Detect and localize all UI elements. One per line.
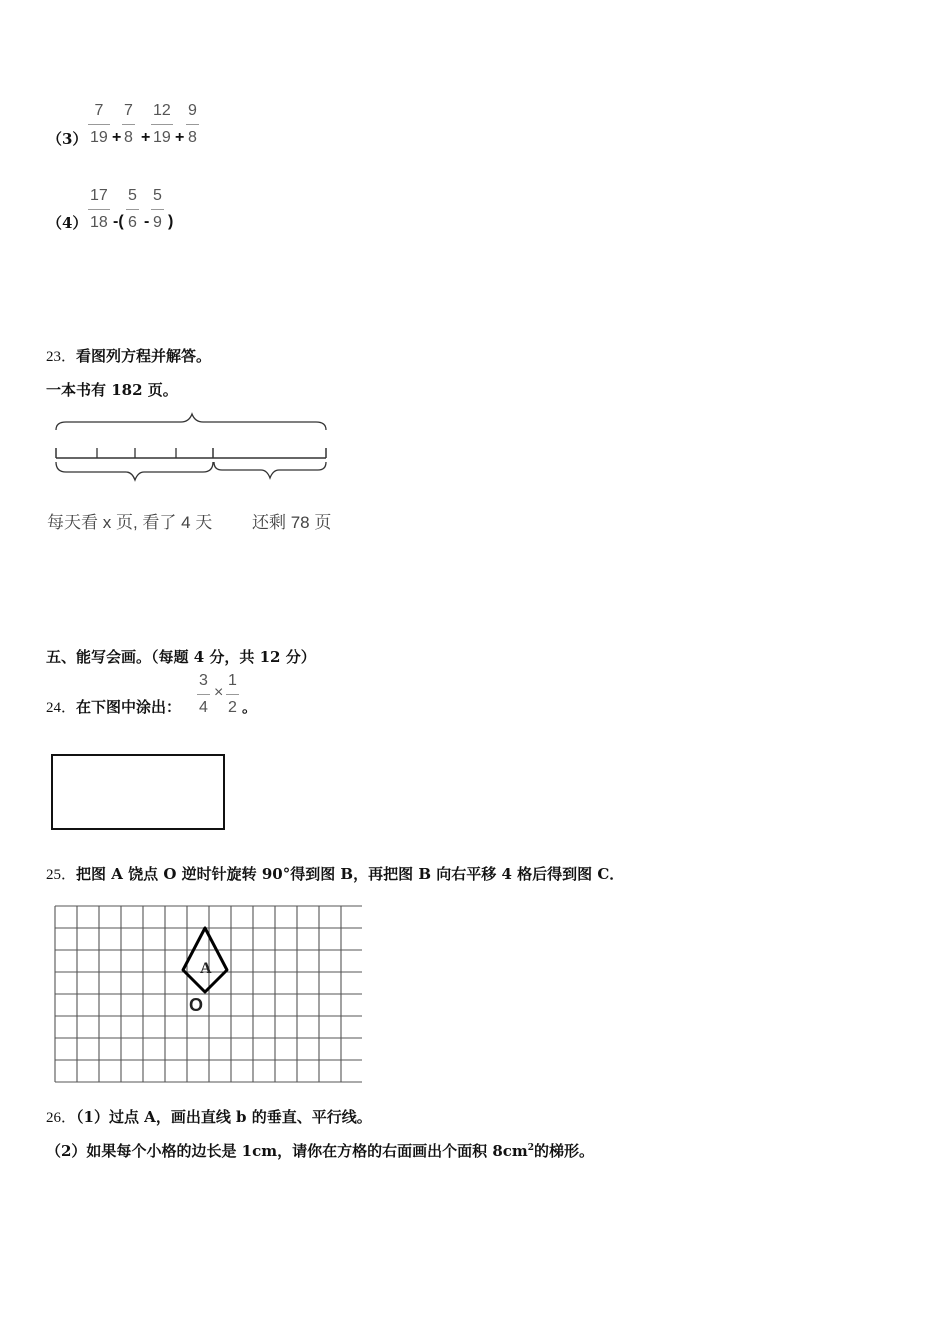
q26-text-2: （2）如果每个小格的边长是 1cm，请你在方格的右面画出个面积 8cm — [46, 1142, 528, 1160]
bottom-right-brace — [214, 462, 326, 478]
q26-superscript: 2 — [527, 1143, 535, 1153]
expr3-fraction-2 — [122, 103, 135, 146]
q23-text: 看图列方程并解答。 — [76, 347, 212, 365]
expr4-minus: - — [144, 213, 150, 230]
expr4-fraction-2 — [126, 188, 139, 231]
shape-a-label: A — [200, 960, 212, 977]
q24-end-punct: 。 — [242, 698, 258, 716]
expr3-plus-1: + — [112, 129, 122, 146]
section5-title: 五、能写会画。（每题 4 分，共 12 分） — [46, 648, 316, 666]
expr4-minus-open: -( — [113, 213, 124, 230]
q23-subtext: 一本书有 182 页。 — [46, 381, 178, 399]
expr4-fraction-3 — [151, 188, 164, 231]
q24-fraction-1 — [197, 673, 210, 716]
q23-number: 23． — [46, 349, 77, 365]
q24-rectangle[interactable] — [51, 754, 225, 830]
q23-caption-left: 每天看 x 页, 看了 4 天 — [47, 513, 213, 532]
fraction-denominator: 9 — [153, 214, 162, 231]
fraction-denominator: 2 — [228, 699, 237, 716]
fraction-denominator: 18 — [90, 214, 108, 231]
fraction-numerator: 9 — [188, 102, 197, 119]
fraction-numerator: 5 — [128, 187, 137, 204]
fraction-denominator: 4 — [199, 699, 208, 716]
q25-number: 25． — [46, 867, 77, 883]
bottom-left-brace — [56, 462, 213, 480]
expr3-fraction-3 — [151, 103, 173, 146]
expr3-plus-2: + — [141, 129, 151, 146]
fraction-numerator: 17 — [90, 187, 108, 204]
fraction-numerator: 3 — [199, 672, 208, 689]
q25-grid-figure[interactable] — [50, 902, 362, 1084]
q23-caption-right: 还剩 78 页 — [252, 513, 332, 532]
expr3-fraction-4 — [186, 103, 199, 146]
expr3-label: （3） — [47, 130, 88, 148]
q25-text: 把图 A 饶点 O 逆时针旋转 90°得到图 B，再把图 B 向右平移 4 格后得到图 C． — [76, 865, 625, 883]
q26-text-1: （1）过点 A，画出直线 b 的垂直、平行线。 — [76, 1108, 372, 1126]
q24-heading — [46, 696, 181, 717]
expr3-fraction-1 — [88, 103, 110, 146]
fraction-denominator: 8 — [124, 129, 133, 146]
q25-heading — [46, 863, 624, 884]
expr4-fraction-1 — [88, 188, 110, 231]
q24-times: × — [214, 684, 224, 701]
q26-text-2-suffix: 的梯形。 — [534, 1142, 595, 1160]
q26-line2 — [46, 1140, 594, 1161]
expr4-label: （4） — [47, 214, 88, 232]
top-brace — [56, 414, 326, 430]
q24-number: 24． — [46, 700, 77, 716]
expr4-close-paren: ) — [168, 213, 174, 230]
point-o-label: O — [189, 995, 204, 1015]
fraction-numerator: 5 — [153, 187, 162, 204]
fraction-numerator: 12 — [153, 102, 171, 119]
fraction-denominator: 6 — [128, 214, 137, 231]
q23-heading — [46, 345, 211, 366]
fraction-numerator: 7 — [94, 102, 104, 119]
fraction-numerator: 7 — [124, 102, 133, 119]
q23-line-diagram — [46, 412, 336, 488]
fraction-denominator: 19 — [153, 129, 171, 146]
expr3-plus-3: + — [175, 129, 185, 146]
q24-fraction-2 — [226, 673, 239, 716]
fraction-denominator: 8 — [188, 129, 197, 146]
fraction-denominator: 19 — [90, 129, 108, 146]
q26-line1 — [46, 1106, 372, 1127]
q24-text: 在下图中涂出： — [76, 698, 182, 716]
fraction-numerator: 1 — [228, 672, 237, 689]
q26-number: 26． — [46, 1110, 77, 1126]
